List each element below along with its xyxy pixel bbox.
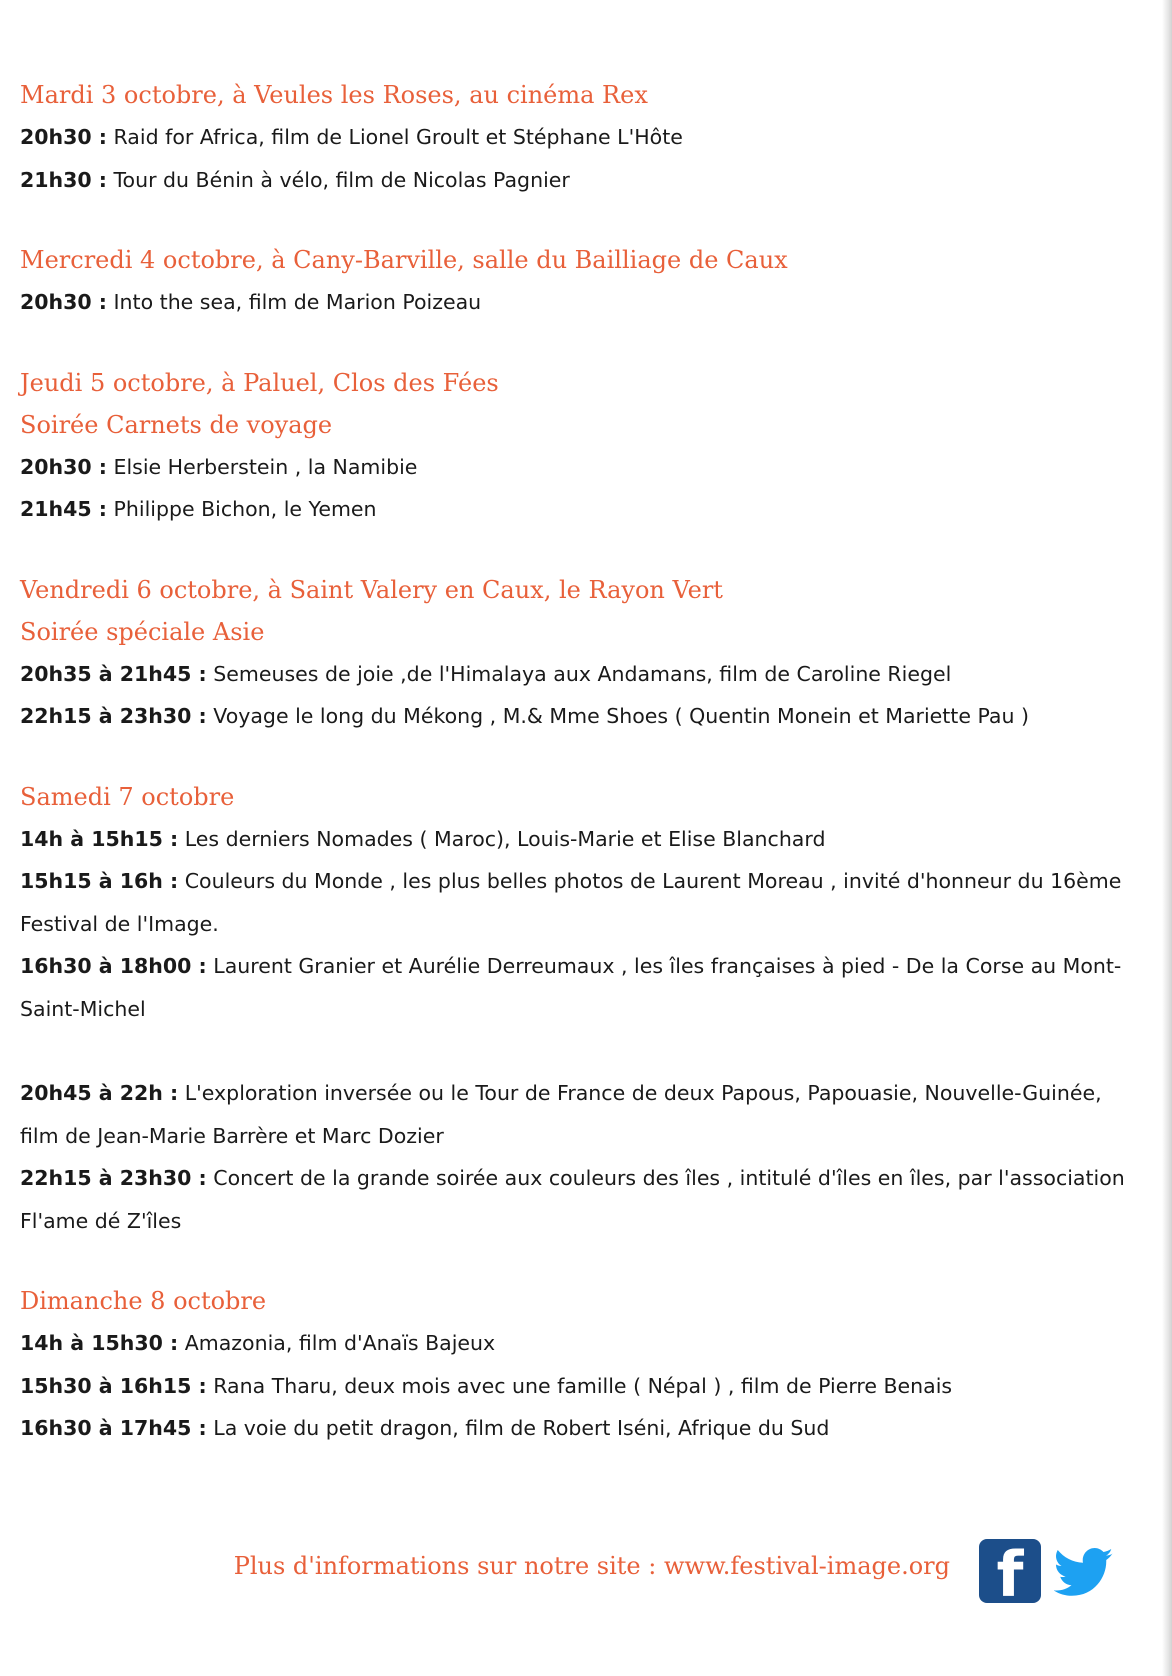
day-section-jeudi <box>20 362 1130 531</box>
facebook-glyph: f <box>996 1538 1024 1611</box>
event-row <box>20 1157 1130 1242</box>
event-time: 21h30 : <box>20 167 107 192</box>
event-row <box>20 159 1130 202</box>
event-time: 20h30 : <box>20 290 107 314</box>
footer <box>0 1534 1172 1614</box>
event-time: 16h30 à 18h00 : <box>20 954 207 978</box>
event-time: 22h15 à 23h30 : <box>20 704 207 728</box>
event-time: 14h à 15h15 : <box>20 826 179 851</box>
event-row <box>20 446 1130 489</box>
event-description: Semeuses de joie ,de l'Himalaya aux Andamans, film de Caroline Riegel <box>206 661 952 686</box>
twitter-bird-shape <box>1054 1548 1113 1596</box>
event-time: 22h15 à 23h30 : <box>20 1166 207 1190</box>
event-description: Elsie Herberstein , la Namibie <box>107 454 418 479</box>
day-heading: Jeudi 5 octobre, à Paluel, Clos des Fées <box>20 368 499 397</box>
day-heading: Mercredi 4 octobre, à Cany-Barville, salle du Bailliage de Caux <box>20 246 788 274</box>
event-time: 14h à 15h30 : <box>20 1331 179 1355</box>
event-description: L'exploration inversée ou le Tour de France de deux Papous, Papouasie, Nouvelle-Guinée, film de Jean-Marie Barrère et Marc Dozier <box>20 1081 1102 1148</box>
event-row <box>20 116 1130 159</box>
day-section-mercredi <box>20 239 1130 324</box>
event-time: 15h30 à 16h15 : <box>20 1373 207 1398</box>
event-description: Into the sea, film de Marion Poizeau <box>107 290 482 314</box>
day-section-samedi <box>20 776 1130 1243</box>
facebook-icon[interactable] <box>979 1538 1041 1611</box>
program-schedule <box>20 74 1130 1488</box>
day-section-dimanche <box>20 1280 1130 1450</box>
event-description: Laurent Granier et Aurélie Derreumaux , les îles françaises à pied - De la Corse au Mont-Saint-Michel <box>20 954 1122 1021</box>
event-time: 20h30 : <box>20 454 107 479</box>
website-info-link[interactable]: Plus d'informations sur notre site : www.festival-image.org <box>233 1552 950 1580</box>
day-subheading: Soirée Carnets de voyage <box>20 410 333 439</box>
event-row <box>20 945 1130 1030</box>
event-row <box>20 488 1130 531</box>
event-row <box>20 1322 1130 1365</box>
event-description: La voie du petit dragon, film de Robert Iséni, Afrique du Sud <box>206 1416 830 1440</box>
day-section-mardi <box>20 74 1130 201</box>
event-row <box>20 860 1130 945</box>
event-description: Concert de la grande soirée aux couleurs des îles , intitulé d'îles en îles, par l'association Fl'ame dé Z'îles <box>20 1166 1125 1233</box>
day-heading: Dimanche 8 octobre <box>20 1287 267 1315</box>
event-description: Voyage le long du Mékong , M.& Mme Shoes ( Quentin Monein et Mariette Pau ) <box>206 704 1029 728</box>
event-row <box>20 695 1130 738</box>
event-time: 20h45 à 22h : <box>20 1081 179 1105</box>
event-description: Philippe Bichon, le Yemen <box>107 497 377 521</box>
event-description: Les derniers Nomades ( Maroc), Louis-Marie et Elise Blanchard <box>178 826 826 851</box>
event-time: 15h15 à 16h : <box>20 869 179 893</box>
event-time: 20h35 à 21h45 : <box>20 661 207 686</box>
event-row <box>20 1407 1130 1450</box>
day-section-vendredi <box>20 569 1130 738</box>
twitter-icon[interactable] <box>1054 1548 1114 1598</box>
event-time: 16h30 à 17h45 : <box>20 1416 207 1440</box>
event-row <box>20 1365 1130 1408</box>
event-description: Couleurs du Monde , les plus belles photos de Laurent Moreau , invité d'honneur du 16ème Festival de l'Image. <box>20 869 1122 936</box>
day-heading: Mardi 3 octobre, à Veules les Roses, au cinéma Rex <box>20 81 648 109</box>
event-description: Amazonia, film d'Anaïs Bajeux <box>178 1331 496 1355</box>
event-description: Raid for Africa, film de Lionel Groult et Stéphane L'Hôte <box>107 125 683 149</box>
day-heading: Vendredi 6 octobre, à Saint Valery en Caux, le Rayon Vert <box>20 575 723 604</box>
event-time: 20h30 : <box>20 125 107 149</box>
event-row <box>20 818 1130 861</box>
day-subheading: Soirée spéciale Asie <box>20 617 265 646</box>
event-time: 21h45 : <box>20 497 107 521</box>
event-description: Rana Tharu, deux mois avec une famille ( Népal ) , film de Pierre Benais <box>206 1373 953 1398</box>
event-row <box>20 1072 1130 1157</box>
event-description: Tour du Bénin à vélo, film de Nicolas Pagnier <box>107 167 570 192</box>
day-heading: Samedi 7 octobre <box>20 782 235 811</box>
event-row <box>20 653 1130 696</box>
event-row <box>20 281 1130 324</box>
page-edge-shadow <box>1162 0 1172 1676</box>
spacer <box>20 1030 1130 1072</box>
